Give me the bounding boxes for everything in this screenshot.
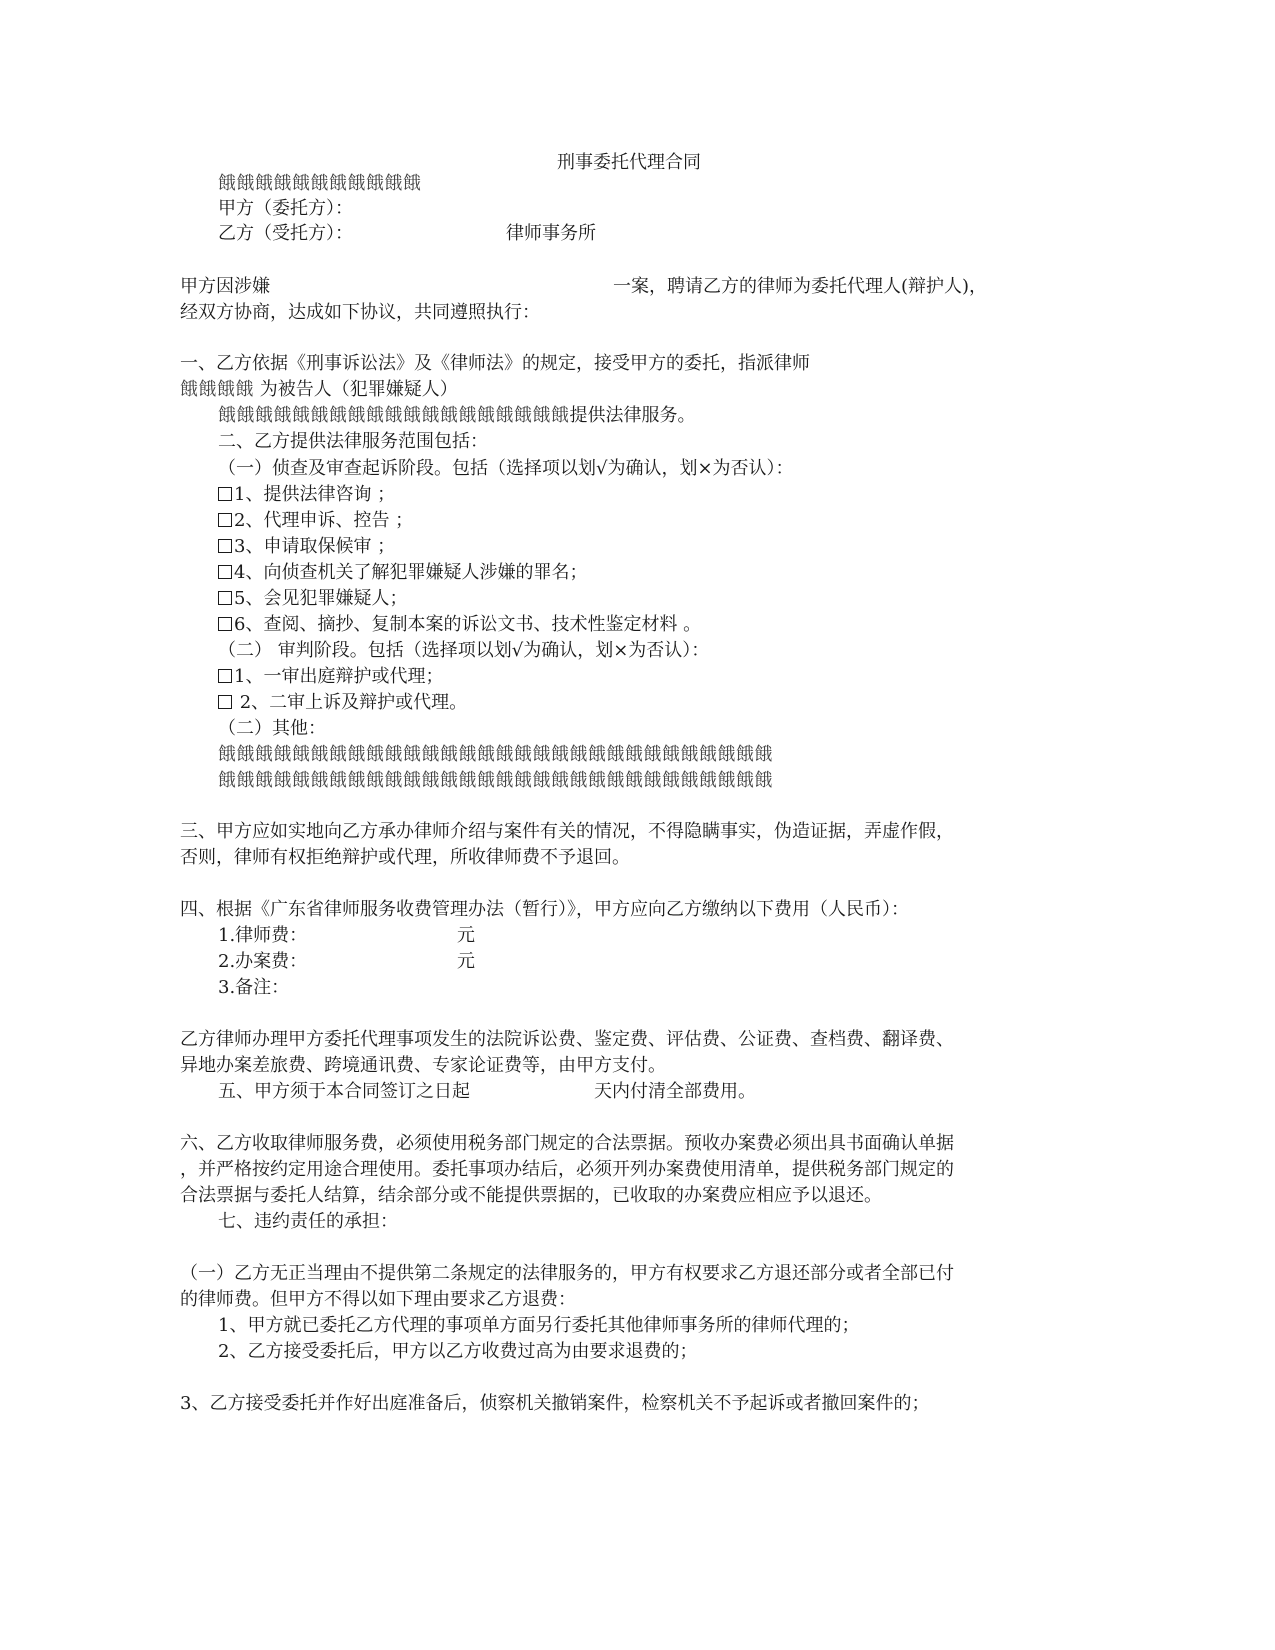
law-firm-label: 律师事务所 (506, 223, 596, 244)
expense-text: 异地办案差旅费、跨境通讯费、专家论证费等，由甲方支付。 (180, 1055, 666, 1076)
clause-5: 五、甲方须于本合同签订之日起 (218, 1081, 470, 1102)
other-heading: （二）其他： (218, 718, 326, 739)
clause-7-item: 2、乙方接受委托后，甲方以乙方收费过高为由要求退费的； (218, 1341, 698, 1362)
clause-7-item: 1、甲方就已委托乙方代理的事项单方面另行委托其他律师事务所的律师代理的； (218, 1315, 860, 1336)
checkbox-item[interactable]: 1、提供法律咨询 ； (218, 482, 395, 508)
clause-7-1: （一）乙方无正当理由不提供第二条规定的法律服务的，甲方有权要求乙方退还部分或者全部已付 (180, 1263, 954, 1284)
clause-3: 三、甲方应如实地向乙方承办律师介绍与案件有关的情况，不得隐瞒事实，伪造证据，弄虚作假， (180, 821, 954, 842)
garbled-text: 餓餓餓餓餓餓餓餓餓餓餓餓餓餓餓餓餓餓餓餓餓餓餓餓餓餓餓餓餓餓 (218, 744, 773, 765)
checkbox-icon[interactable] (218, 539, 232, 553)
garbled-text: 餓餓餓餓餓餓餓餓餓餓餓餓餓餓餓餓餓餓餓 (218, 405, 570, 426)
clause-2-heading: 二、乙方提供法律服务范围包括： (218, 431, 488, 452)
checkbox-icon[interactable] (218, 617, 232, 631)
fee-unit: 元 (457, 951, 475, 972)
checkbox-icon[interactable] (218, 487, 232, 501)
clause-7-1: 的律师费。但甲方不得以如下理由要求乙方退费： (180, 1289, 576, 1310)
document-title: 刑事委托代理合同 (557, 152, 701, 173)
fee-lawyer-label: 1.律师费： (218, 925, 308, 946)
intro-text: 经双方协商，达成如下协议，共同遵照执行： (180, 302, 540, 323)
intro-text: 甲方因涉嫌 (180, 276, 270, 297)
clause-7-item: 3、乙方接受委托并作好出庭准备后，侦察机关撤销案件，检察机关不予起诉或者撤回案件的； (180, 1393, 930, 1414)
checkbox-icon[interactable] (218, 513, 232, 527)
checkbox-item[interactable]: 2、代理申诉、控告 ； (218, 508, 413, 534)
garbled-text: 餓餓餓餓餓餓餓餓餓餓餓 (218, 173, 422, 194)
clause-6: 六、乙方收取律师服务费，必须使用税务部门规定的合法票据。预收办案费必须出具书面确认单据 (180, 1133, 954, 1154)
stage-1-heading: （一）侦查及审查起诉阶段。包括（选择项以划√为确认，划×为否认）： (218, 458, 794, 479)
party-a-label: 甲方（委托方）： (218, 198, 353, 219)
fee-remark-label: 3.备注： (218, 977, 290, 998)
clause-1 (180, 377, 458, 403)
checkbox-icon[interactable] (218, 591, 232, 605)
clause-1: 一、乙方依据《刑事诉讼法》及《律师法》的规定，接受甲方的委托，指派律师 (180, 353, 810, 374)
checkbox-item[interactable]: 5、会见犯罪嫌疑人； (218, 586, 407, 612)
checkbox-item[interactable]: 1、一审出庭辩护或代理； (218, 664, 443, 690)
clause-6: 合法票据与委托人结算，结余部分或不能提供票据的，已收取的办案费应相应予以退还。 (180, 1185, 882, 1206)
checkbox-icon[interactable] (218, 669, 232, 683)
checkbox-item[interactable]: 3、申请取保候审 ； (218, 534, 395, 560)
clause-4: 四、根据《广东省律师服务收费管理办法（暂行）》，甲方应向乙方缴纳以下费用（人民币）： (180, 899, 909, 920)
checkbox-item[interactable]: 4、向侦查机关了解犯罪嫌疑人涉嫌的罪名； (218, 560, 587, 586)
clause-5: 天内付清全部费用。 (594, 1081, 756, 1102)
checkbox-item[interactable]: 2、二审上诉及辩护或代理。 (218, 690, 467, 716)
clause-6: ，并严格按约定用途合理使用。委托事项办结后，必须开列办案费使用清单，提供税务部门规定的 (180, 1159, 954, 1180)
intro-text: 一案，聘请乙方的律师为委托代理人(辩护人)， (613, 276, 988, 297)
garbled-text: 餓餓餓餓 (180, 379, 254, 400)
stage-2-heading: （二） 审判阶段。包括（选择项以划√为确认，划×为否认）： (218, 640, 710, 661)
party-b-label: 乙方（受托方）： (218, 223, 353, 244)
fee-unit: 元 (457, 925, 475, 946)
clause-1 (218, 403, 696, 429)
fee-case-label: 2.办案费： (218, 951, 308, 972)
clause-7-heading: 七、违约责任的承担： (218, 1211, 398, 1232)
garbled-text: 餓餓餓餓餓餓餓餓餓餓餓餓餓餓餓餓餓餓餓餓餓餓餓餓餓餓餓餓餓餓 (218, 770, 773, 791)
expense-text: 乙方律师办理甲方委托代理事项发生的法院诉讼费、鉴定费、评估费、公证费、查档费、翻译费、 (180, 1029, 954, 1050)
clause-3: 否则，律师有权拒绝辩护或代理，所收律师费不予退回。 (180, 847, 630, 868)
checkbox-icon[interactable] (218, 695, 232, 709)
checkbox-item[interactable]: 6、查阅、摘抄、复制本案的诉讼文书、技术性鉴定材料 。 (218, 612, 701, 638)
clause-1-text: 提供法律服务。 (569, 405, 696, 426)
checkbox-icon[interactable] (218, 565, 232, 579)
clause-1-text: 为被告人（犯罪嫌疑人） (259, 379, 458, 400)
